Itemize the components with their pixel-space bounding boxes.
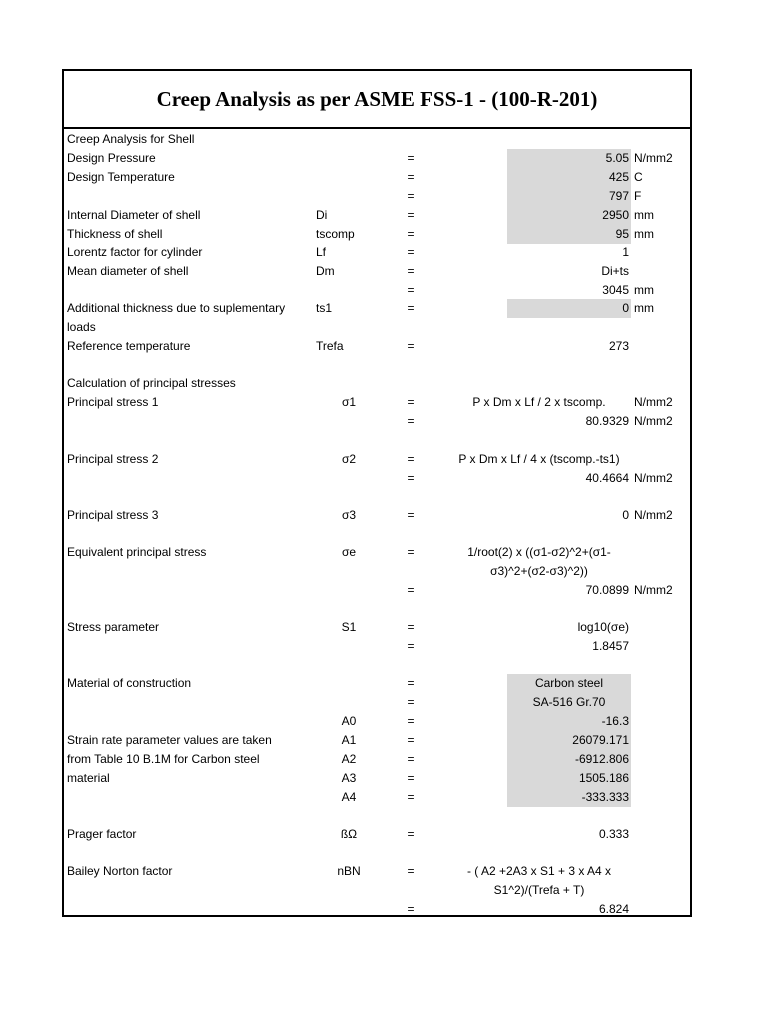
input-cell[interactable]: 0 [507,299,631,318]
row-bailey-norton-value [64,900,690,919]
label: Principal stress 2 [67,452,159,466]
row-thickness [64,225,690,244]
row-lorentz [64,243,690,262]
formula-cell: Di+ts [601,264,629,278]
value-cell: 0 [622,508,629,522]
label: Lorentz factor for cylinder [67,245,203,259]
equals: = [407,227,415,241]
equals: = [407,902,415,916]
equals: = [407,301,415,315]
row-equivalent-stress-value [64,581,690,600]
row-a3 [64,769,690,788]
equals: = [407,771,415,785]
symbol: tscomp [316,227,355,241]
equals: = [407,864,415,878]
value-cell: 1 [622,245,629,259]
calculation-sheet [62,69,692,917]
input-cell[interactable]: 425 [507,168,631,187]
symbol: A3 [341,771,357,785]
row-a1 [64,731,690,750]
symbol: Di [316,208,328,222]
row-material-grade [64,693,690,712]
formula-cell: σ3)^2+(σ2-σ3)^2)) [490,564,588,578]
unit: N/mm2 [634,151,673,165]
equals: = [407,639,415,653]
equals: = [407,245,415,259]
symbol: σ2 [341,452,357,466]
row-mean-diameter-value [64,281,690,300]
equals: = [407,208,415,222]
row-design-temperature [64,168,690,187]
label: Principal stress 1 [67,395,159,409]
label: Principal stress 3 [67,508,159,522]
unit: N/mm2 [634,395,673,409]
row-internal-diameter [64,206,690,225]
input-cell[interactable]: -333.333 [507,788,631,807]
value-cell: 40.4664 [585,471,629,485]
equals: = [407,395,415,409]
input-cell[interactable]: 5.05 [507,149,631,168]
symbol: Lf [316,245,327,259]
input-cell[interactable]: 1505.186 [507,769,631,788]
value-cell: 0.333 [598,827,629,841]
unit: N/mm2 [634,583,673,597]
label: Design Temperature [67,170,175,184]
formula-cell: log10(σe) [577,620,629,634]
symbol: σ3 [341,508,357,522]
symbol: A2 [341,752,357,766]
symbol: nBN [337,864,361,878]
label: Prager factor [67,827,137,841]
symbol: ßΩ [340,827,358,841]
unit: mm [634,208,654,222]
label: Reference temperature [67,339,191,353]
row-additional-thickness-cont [64,318,690,337]
row-stress-parameter [64,618,690,637]
value-cell: 6.824 [598,902,629,916]
value-cell: 1.8457 [592,639,629,653]
label: Calculation of principal stresses [67,376,236,390]
symbol: ts1 [316,301,333,315]
symbol: σe [341,545,357,559]
value-cell: 273 [608,339,629,353]
equals: = [407,695,415,709]
row-principal-stress-2-value [64,469,690,488]
symbol: A4 [341,790,357,804]
label: Internal Diameter of shell [67,208,201,222]
symbol: A1 [341,733,357,747]
row-principal-stress-1-value [64,412,690,431]
row-principal-stress-3 [64,506,690,525]
equals: = [407,508,415,522]
equals: = [407,752,415,766]
equals: = [407,189,415,203]
label: Thickness of shell [67,227,163,241]
input-cell[interactable]: -16.3 [507,712,631,731]
label: loads [67,320,96,334]
label: Bailey Norton factor [67,864,173,878]
value-cell: 797 [507,187,631,206]
unit: N/mm2 [634,508,673,522]
equals: = [407,151,415,165]
label: material [67,771,110,785]
row-bailey-norton [64,862,690,881]
section-heading [64,130,690,149]
equals: = [407,170,415,184]
label: Material of construction [67,676,192,690]
equals: = [407,583,415,597]
unit: C [634,170,643,184]
equals: = [407,414,415,428]
value-cell: 80.9329 [585,414,629,428]
symbol: σ1 [341,395,357,409]
row-prager-factor [64,825,690,844]
row-a0 [64,712,690,731]
formula-cell: P x Dm x Lf / 4 x (tscomp.-ts1) [458,452,620,466]
label: Design Pressure [67,151,156,165]
unit: N/mm2 [634,471,673,485]
row-stress-parameter-value [64,637,690,656]
label: Strain rate parameter values are taken [67,733,272,747]
label: from Table 10 B.1M for Carbon steel [67,752,260,766]
row-equivalent-stress [64,543,690,562]
row-a4 [64,788,690,807]
row-calc-heading [64,374,690,393]
equals: = [407,676,415,690]
formula-cell: - ( A2 +2A3 x S1 + 3 x A4 x [466,864,612,878]
equals: = [407,545,415,559]
input-cell[interactable]: -6912.806 [507,750,631,769]
row-a2 [64,750,690,769]
value-cell: 70.0899 [585,583,629,597]
row-bailey-norton-cont [64,881,690,900]
equals: = [407,471,415,485]
equals: = [407,714,415,728]
equals: = [407,620,415,634]
unit: mm [634,283,654,297]
unit: mm [634,227,654,241]
equals: = [407,283,415,297]
row-additional-thickness [64,299,690,318]
row-design-temperature-f [64,187,690,206]
value-cell: 3045 [602,283,629,297]
equals: = [407,452,415,466]
row-principal-stress-2 [64,450,690,469]
row-design-pressure [64,149,690,168]
symbol: S1 [341,620,357,634]
unit: F [634,189,642,203]
symbol: Dm [316,264,335,278]
formula-cell: P x Dm x Lf / 2 x tscomp. [472,395,606,409]
section-label: Creep Analysis for Shell [67,132,195,146]
symbol: A0 [341,714,357,728]
unit: N/mm2 [634,414,673,428]
equals: = [407,733,415,747]
label: Additional thickness due to suplementary [67,301,286,315]
formula-cell: 1/root(2) x ((σ1-σ2)^2+(σ1- [467,545,611,559]
equals: = [407,790,415,804]
input-cell[interactable]: 95 [507,225,631,244]
row-equivalent-stress-cont [64,562,690,581]
input-cell[interactable]: 26079.171 [507,731,631,750]
label: Equivalent principal stress [67,545,207,559]
equals: = [407,827,415,841]
symbol: Trefa [316,339,344,353]
sheet-title: Creep Analysis as per ASME FSS-1 - (100-R-201) [64,71,690,129]
label: Stress parameter [67,620,160,634]
row-mean-diameter [64,262,690,281]
input-cell[interactable]: Carbon steel [507,674,631,693]
row-principal-stress-1 [64,393,690,412]
row-reference-temperature [64,337,690,356]
unit: mm [634,301,654,315]
formula-cell: S1^2)/(Trefa + T) [493,883,585,897]
label: Mean diameter of shell [67,264,189,278]
equals: = [407,339,415,353]
input-cell[interactable]: SA-516 Gr.70 [507,693,631,712]
row-material [64,674,690,693]
equals: = [407,264,415,278]
input-cell[interactable]: 2950 [507,206,631,225]
